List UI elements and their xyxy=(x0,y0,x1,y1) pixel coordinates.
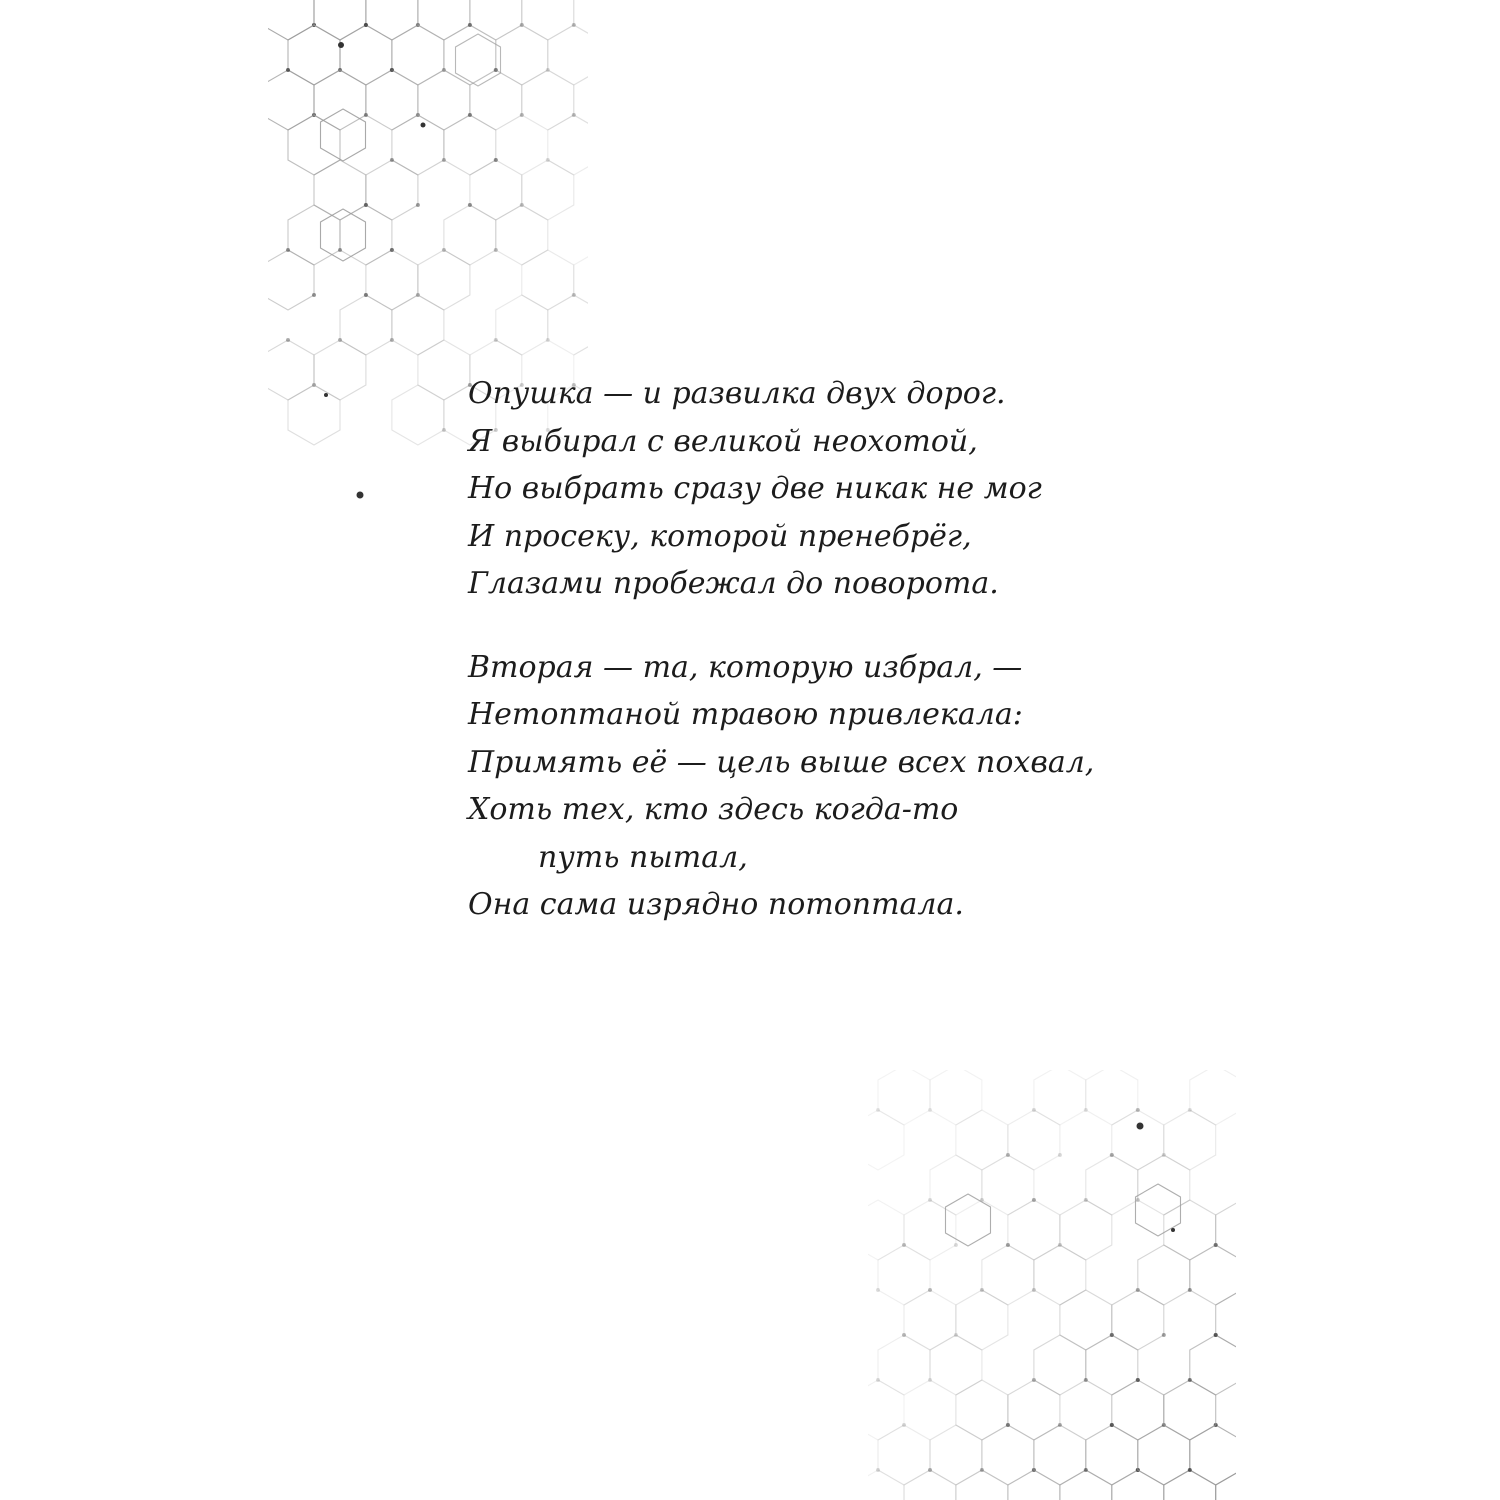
hexagon-outline xyxy=(522,250,574,310)
node-dot xyxy=(980,1468,984,1472)
poem-line: Опушка — и развилка двух дорог. xyxy=(468,376,1006,411)
hexagon-outline xyxy=(470,160,522,220)
hexagon-outline xyxy=(574,0,588,40)
hexagon-outline xyxy=(522,70,574,130)
node-dot xyxy=(390,248,394,252)
node-dot xyxy=(1137,1123,1144,1130)
hexagon-outline xyxy=(1086,1335,1138,1395)
node-dot xyxy=(902,1243,906,1247)
node-dot xyxy=(876,1378,880,1382)
hexagon-outline xyxy=(956,1110,1008,1170)
hexagon-outline xyxy=(1138,1245,1190,1305)
hexagon-outline xyxy=(1112,1380,1164,1440)
hexagon-outline xyxy=(418,340,470,400)
hexagon-outline xyxy=(982,1245,1034,1305)
hexagon-outline xyxy=(444,205,496,265)
node-dot xyxy=(416,203,420,207)
hexagon-outline xyxy=(496,25,548,85)
node-dot xyxy=(286,338,290,342)
hexagon-outline xyxy=(574,70,588,130)
node-dot xyxy=(468,113,472,117)
node-dot xyxy=(442,428,446,432)
hexagon-outline xyxy=(1060,1470,1112,1500)
node-dot xyxy=(928,1288,932,1292)
hexagon-outline xyxy=(1034,1425,1086,1485)
hexagon-outline xyxy=(1086,1425,1138,1485)
stanza-1 xyxy=(468,370,1188,608)
hexagon-outline xyxy=(930,1335,982,1395)
hexagon-outline xyxy=(1034,1335,1086,1395)
node-dot xyxy=(1214,1333,1218,1337)
node-dot xyxy=(442,158,446,162)
poem-line: Глазами пробежал до поворота. xyxy=(468,566,999,601)
hexagon-outline xyxy=(1216,1200,1236,1260)
hexagon-outline xyxy=(314,0,366,40)
hexagon-outline xyxy=(268,340,314,400)
node-dot xyxy=(1110,1333,1114,1337)
hexagon-outline xyxy=(574,250,588,310)
hexagon-outline xyxy=(392,25,444,85)
node-dot xyxy=(1006,1153,1010,1157)
node-dot xyxy=(286,68,290,72)
hexagon-outline xyxy=(392,295,444,355)
poem-text xyxy=(468,370,1188,929)
node-dot xyxy=(876,1468,880,1472)
node-dot xyxy=(338,42,344,48)
hexagon-outline xyxy=(868,1380,904,1440)
hexagon-outline xyxy=(956,1290,1008,1350)
hexagon-outline xyxy=(496,205,548,265)
hexagon-outline xyxy=(1138,1155,1190,1215)
hexagon-outline xyxy=(548,115,588,175)
node-dot xyxy=(364,23,368,27)
poem-line: Нетоптаной травою привлекала: xyxy=(468,697,1023,732)
node-dot xyxy=(546,338,550,342)
node-dot xyxy=(312,293,316,297)
hexagon-outline xyxy=(1190,1245,1236,1305)
node-dot xyxy=(1006,1243,1010,1247)
hexagon-outline xyxy=(522,160,574,220)
node-dot xyxy=(494,338,498,342)
stanza-2 xyxy=(468,644,1188,929)
poem-line: Хоть тех, кто здесь когда-то xyxy=(468,792,959,827)
node-dot xyxy=(1006,1423,1010,1427)
node-dot xyxy=(468,203,472,207)
hexagon-outline xyxy=(878,1245,930,1305)
node-dot xyxy=(876,1108,880,1112)
node-dot xyxy=(1214,1243,1218,1247)
node-dot xyxy=(1084,1108,1088,1112)
hexagon-outline xyxy=(1112,1470,1164,1500)
hexagon-outline xyxy=(444,115,496,175)
hexagon-outline xyxy=(268,70,314,130)
hexagon-outline xyxy=(1086,1155,1138,1215)
node-dot xyxy=(364,203,368,207)
hexagon-outline xyxy=(392,115,444,175)
hexagon-outline xyxy=(1190,1335,1236,1395)
hexagon-outline xyxy=(456,34,501,86)
hexagon-outline xyxy=(444,25,496,85)
hexagon-outline xyxy=(288,385,340,445)
poem-line-continuation: путь пытал, xyxy=(538,839,748,875)
node-dot xyxy=(364,113,368,117)
node-dot xyxy=(390,158,394,162)
hexagon-outline xyxy=(288,205,340,265)
node-dot xyxy=(1188,1378,1192,1382)
node-dot xyxy=(1110,1153,1114,1157)
hexagon-outline xyxy=(878,1425,930,1485)
hexagon-outline xyxy=(930,1155,982,1215)
hexagon-outline xyxy=(930,1425,982,1485)
hexagon-outline xyxy=(418,70,470,130)
hexagon-outline xyxy=(878,1335,930,1395)
poem-line: Я выбирал с великой неохотой, xyxy=(468,423,978,459)
node-dot xyxy=(1058,1153,1062,1157)
hexagon-outline xyxy=(268,0,314,40)
node-dot xyxy=(468,23,472,27)
node-dot xyxy=(1110,1423,1114,1427)
hexagon-outline xyxy=(548,25,588,85)
hexagon-outline xyxy=(366,250,418,310)
hexagon-outline xyxy=(868,1110,904,1170)
hexagon-outline xyxy=(1164,1470,1216,1500)
node-dot xyxy=(364,293,368,297)
hexagon-outline xyxy=(366,70,418,130)
hexagon-outline xyxy=(340,295,392,355)
hexagon-outline xyxy=(982,1425,1034,1485)
hexagon-outline xyxy=(522,0,574,40)
node-dot xyxy=(357,492,364,499)
hexagon-outline xyxy=(1138,1425,1190,1485)
hexagon-outline xyxy=(1164,1110,1216,1170)
hexagon-outline xyxy=(418,250,470,310)
poem-line: Вторая — та, которую избрал, — xyxy=(468,649,1023,685)
hexagon-outline xyxy=(470,70,522,130)
node-dot xyxy=(421,123,426,128)
hexagon-outline xyxy=(418,0,470,40)
node-dot xyxy=(876,1288,880,1292)
hexagon-outline xyxy=(1112,1290,1164,1350)
node-dot xyxy=(338,248,342,252)
poem-line: Но выбрать сразу две никак не мог xyxy=(468,471,1042,506)
hexagon-outline xyxy=(946,1194,991,1246)
node-dot xyxy=(902,1333,906,1337)
hexagon-outline xyxy=(548,295,588,355)
hexagon-outline xyxy=(904,1290,956,1350)
hexagon-outline xyxy=(366,0,418,40)
hexagon-outline xyxy=(878,1070,930,1125)
hexagon-outline xyxy=(930,1070,982,1125)
node-dot xyxy=(572,293,576,297)
hexagon-outline xyxy=(288,25,340,85)
hexagon-outline xyxy=(268,250,314,310)
node-dot xyxy=(1136,1108,1140,1112)
hexagon-outline xyxy=(321,209,366,261)
node-dot xyxy=(390,68,394,72)
node-dot xyxy=(1188,1108,1192,1112)
hexagon-outline xyxy=(340,25,392,85)
poem-line: И просеку, которой пренебрёг, xyxy=(468,518,972,554)
hexagon-outline xyxy=(1112,1110,1164,1170)
hexagon-outline xyxy=(1034,1070,1086,1125)
node-dot xyxy=(1084,1468,1088,1472)
node-dot xyxy=(1162,1333,1166,1337)
hexagon-outline xyxy=(956,1470,1008,1500)
hexagon-outline xyxy=(288,115,340,175)
hexagon-outline xyxy=(314,340,366,400)
hexagon-outline xyxy=(1008,1200,1060,1260)
node-dot xyxy=(494,158,498,162)
node-dot xyxy=(324,393,328,397)
node-dot xyxy=(1171,1228,1175,1232)
hexagon-outline xyxy=(496,295,548,355)
hexagon-outline xyxy=(1164,1380,1216,1440)
hexagon-outline xyxy=(1008,1380,1060,1440)
hexagon-outline xyxy=(956,1380,1008,1440)
hexagon-outline xyxy=(1190,1425,1236,1485)
node-dot xyxy=(980,1288,984,1292)
hexagon-outline xyxy=(1060,1290,1112,1350)
hexagon-outline xyxy=(1034,1245,1086,1305)
node-dot xyxy=(1188,1288,1192,1292)
node-dot xyxy=(1058,1423,1062,1427)
hexagon-outline xyxy=(366,160,418,220)
hexagon-outline xyxy=(1190,1070,1236,1125)
hexagon-outline xyxy=(1086,1070,1138,1125)
node-dot xyxy=(572,23,576,27)
hexagon-outline xyxy=(1008,1110,1060,1170)
poem-line: Примять её — цель выше всех похвал, xyxy=(468,744,1095,780)
hexagon-outline xyxy=(1008,1470,1060,1500)
hexagon-outline xyxy=(868,1200,904,1260)
node-dot xyxy=(954,1243,958,1247)
node-dot xyxy=(1084,1378,1088,1382)
node-dot xyxy=(1084,1198,1088,1202)
node-dot xyxy=(286,248,290,252)
poem-line: Она сама изрядно потоптала. xyxy=(468,887,964,922)
hexagon-outline xyxy=(904,1200,956,1260)
hexagon-outline xyxy=(392,385,444,445)
node-dot xyxy=(572,113,576,117)
hexagon-outline xyxy=(1060,1200,1112,1260)
node-dot xyxy=(1188,1468,1192,1472)
hexagon-network-icon xyxy=(868,1070,1236,1500)
hexagon-pattern-bottom-right xyxy=(868,1070,1236,1500)
hexagon-outline xyxy=(904,1470,956,1500)
node-dot xyxy=(1032,1198,1036,1202)
node-dot xyxy=(494,68,498,72)
hexagon-outline xyxy=(321,109,366,161)
node-dot xyxy=(1136,1378,1140,1382)
